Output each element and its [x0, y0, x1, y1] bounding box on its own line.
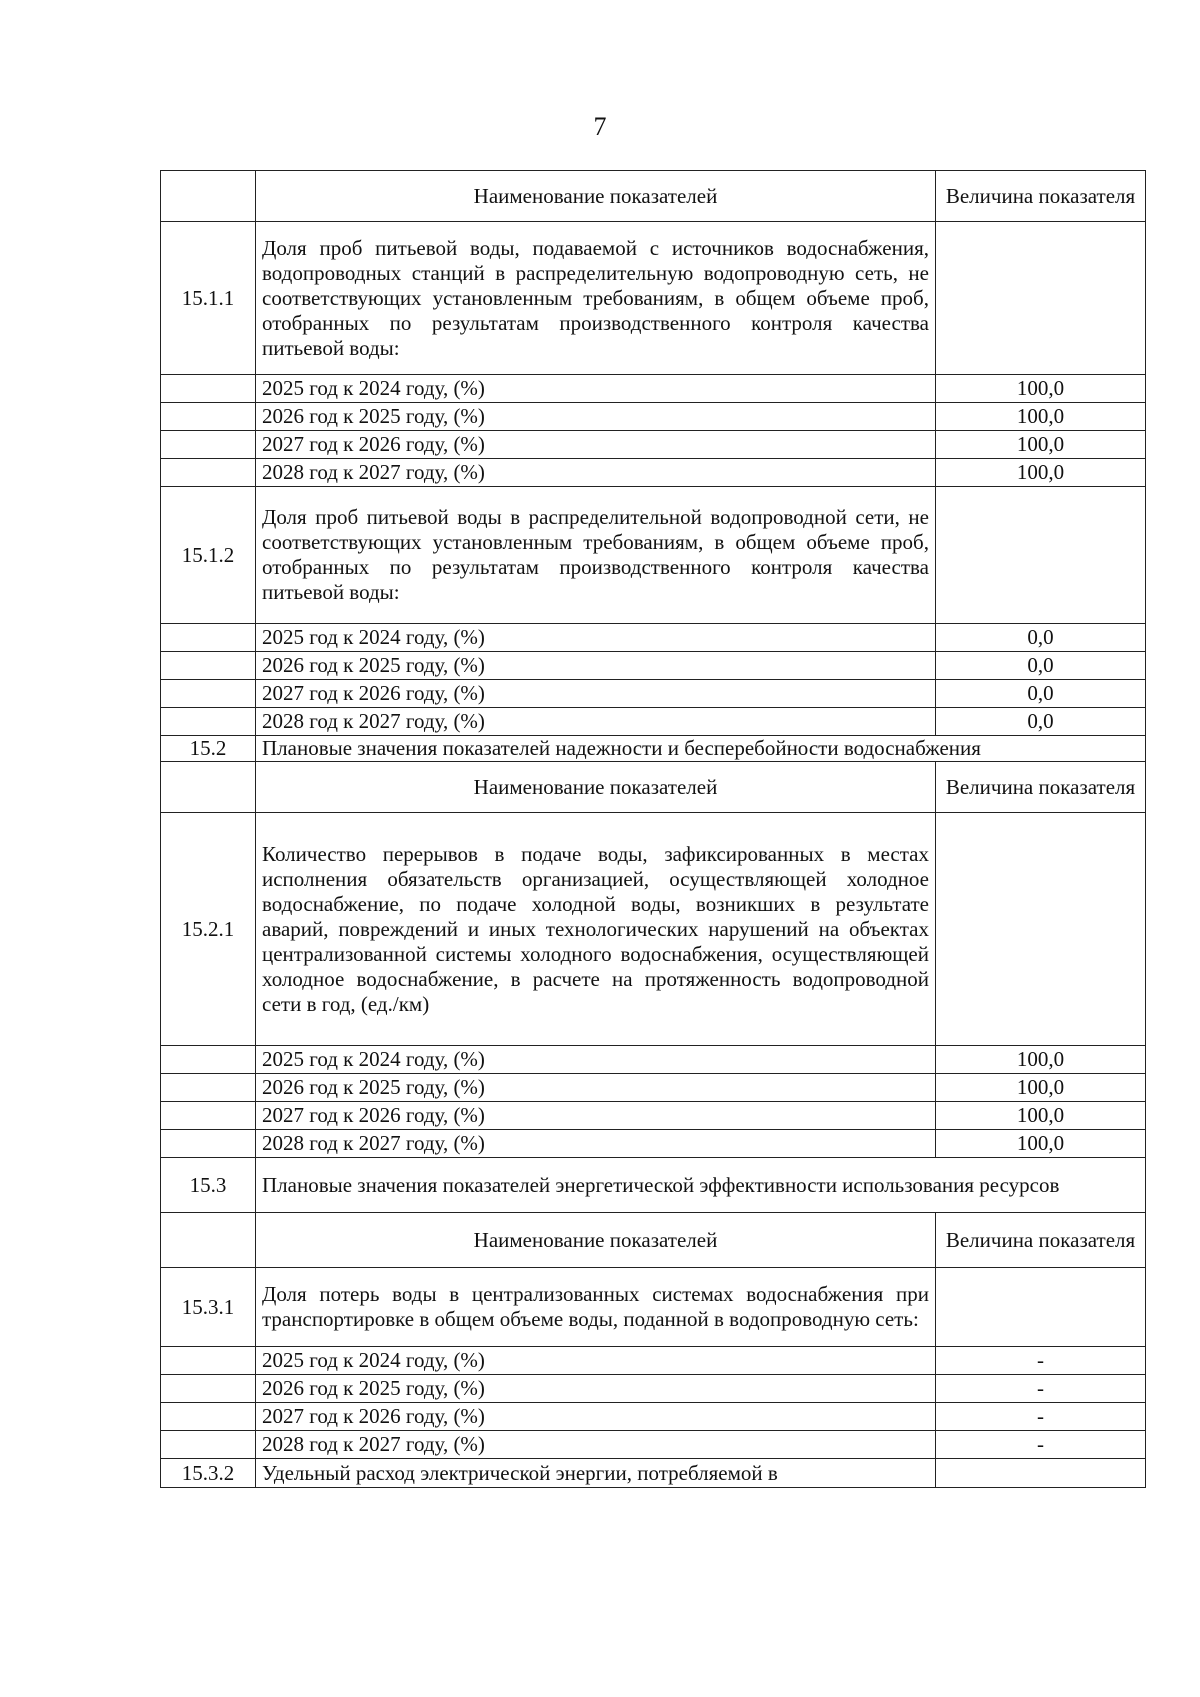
indicator-value: -	[936, 1375, 1146, 1403]
indicator-description: Удельный расход электрической энергии, потребляемой в	[256, 1459, 936, 1488]
indicator-description: Доля проб питьевой воды, подаваемой с источников водоснабжения, водопроводных станций в распределительную водопроводную сеть, не соответствующих установленным требованиям, в общем объеме проб, отобранных по результатам производственного контроля качества питьевой воды:	[256, 222, 936, 375]
table-row	[161, 680, 1146, 708]
year-label: 2026 год к 2025 году, (%)	[256, 1375, 936, 1403]
indicator-description: Количество перерывов в подаче воды, зафиксированных в местах исполнения обязательств организацией, осуществляющей холодное водоснабжение, по подаче холодной воды, возникших в результате аварий, повреждений и иных технологических нарушений на объектах централизованной системы холодного водоснабжения, осуществляющей холодное водоснабжение, в расчете на протяженность водопроводной сети в год, (ед./км)	[256, 813, 936, 1046]
indicator-value: -	[936, 1347, 1146, 1375]
indicator-value: 0,0	[936, 624, 1146, 652]
table-row	[161, 487, 1146, 624]
row-number	[161, 1074, 256, 1102]
row-number	[161, 1046, 256, 1074]
row-number: 15.3.1	[161, 1268, 256, 1347]
table-row	[161, 1268, 1146, 1347]
year-label: 2028 год к 2027 году, (%)	[256, 1431, 936, 1459]
indicator-value	[936, 1268, 1146, 1347]
year-label: 2026 год к 2025 году, (%)	[256, 403, 936, 431]
table-row	[161, 403, 1146, 431]
indicator-value: 100,0	[936, 459, 1146, 487]
year-label: 2025 год к 2024 году, (%)	[256, 1046, 936, 1074]
row-number	[161, 403, 256, 431]
year-label: 2028 год к 2027 году, (%)	[256, 1130, 936, 1158]
indicator-value: 100,0	[936, 1130, 1146, 1158]
table-row	[161, 813, 1146, 1046]
row-number: 15.2.1	[161, 813, 256, 1046]
column-header-value: Величина показателя	[936, 762, 1146, 813]
indicator-value: 100,0	[936, 1102, 1146, 1130]
page-number: 7	[593, 112, 607, 141]
row-number	[161, 1213, 256, 1268]
table-row	[161, 1375, 1146, 1403]
row-number	[161, 624, 256, 652]
indicator-value: 100,0	[936, 431, 1146, 459]
year-label: 2027 год к 2026 году, (%)	[256, 680, 936, 708]
table-row	[161, 459, 1146, 487]
indicator-value	[936, 487, 1146, 624]
table-row	[161, 431, 1146, 459]
table-row	[161, 1347, 1146, 1375]
indicator-value: -	[936, 1403, 1146, 1431]
table-row	[161, 1046, 1146, 1074]
indicator-value: 0,0	[936, 680, 1146, 708]
indicator-description: Доля проб питьевой воды в распределительной водопроводной сети, не соответствующих установленным требованиям, в общем объеме проб, отобранных по результатам производственного контроля качества питьевой воды:	[256, 487, 936, 624]
table-row	[161, 1431, 1146, 1459]
row-number	[161, 680, 256, 708]
section-row	[161, 1158, 1146, 1213]
indicator-value: 100,0	[936, 1046, 1146, 1074]
row-number: 15.3.2	[161, 1459, 256, 1488]
indicator-value: -	[936, 1431, 1146, 1459]
row-number: 15.1.1	[161, 222, 256, 375]
row-number	[161, 1431, 256, 1459]
indicator-value: 0,0	[936, 708, 1146, 736]
table-row	[161, 375, 1146, 403]
table-row	[161, 222, 1146, 375]
table-row	[161, 708, 1146, 736]
indicator-value: 0,0	[936, 652, 1146, 680]
column-header-name: Наименование показателей	[256, 1213, 936, 1268]
table-header-row	[161, 171, 1146, 222]
indicator-value: 100,0	[936, 1074, 1146, 1102]
indicator-value	[936, 813, 1146, 1046]
row-number	[161, 652, 256, 680]
indicator-value	[936, 222, 1146, 375]
row-number	[161, 1130, 256, 1158]
section-title: Плановые значения показателей энергетической эффективности использования ресурсов	[256, 1158, 1146, 1213]
year-label: 2028 год к 2027 году, (%)	[256, 459, 936, 487]
table-row	[161, 1459, 1146, 1488]
section-number: 15.2	[161, 736, 256, 762]
indicator-value: 100,0	[936, 403, 1146, 431]
table-row	[161, 1102, 1146, 1130]
table-header-row	[161, 762, 1146, 813]
table-row	[161, 1074, 1146, 1102]
row-number	[161, 375, 256, 403]
row-number: 15.1.2	[161, 487, 256, 624]
year-label: 2026 год к 2025 году, (%)	[256, 1074, 936, 1102]
year-label: 2028 год к 2027 году, (%)	[256, 708, 936, 736]
row-number	[161, 1102, 256, 1130]
table-row	[161, 1130, 1146, 1158]
column-header-name: Наименование показателей	[256, 762, 936, 813]
row-number	[161, 1403, 256, 1431]
year-label: 2027 год к 2026 году, (%)	[256, 1102, 936, 1130]
year-label: 2027 год к 2026 году, (%)	[256, 431, 936, 459]
table-row	[161, 1403, 1146, 1431]
year-label: 2027 год к 2026 году, (%)	[256, 1403, 936, 1431]
year-label: 2025 год к 2024 году, (%)	[256, 624, 936, 652]
row-number	[161, 1347, 256, 1375]
column-header-value: Величина показателя	[936, 171, 1146, 222]
table-header-row	[161, 1213, 1146, 1268]
row-number	[161, 459, 256, 487]
row-number	[161, 1375, 256, 1403]
year-label: 2026 год к 2025 году, (%)	[256, 652, 936, 680]
table-row	[161, 624, 1146, 652]
column-header-name: Наименование показателей	[256, 171, 936, 222]
year-label: 2025 год к 2024 году, (%)	[256, 1347, 936, 1375]
row-number	[161, 431, 256, 459]
table-row	[161, 652, 1146, 680]
indicator-description: Доля потерь воды в централизованных системах водоснабжения при транспортировке в общем объеме воды, поданной в водопроводную сеть:	[256, 1268, 936, 1347]
section-row	[161, 736, 1146, 762]
year-label: 2025 год к 2024 году, (%)	[256, 375, 936, 403]
row-number	[161, 171, 256, 222]
row-number	[161, 762, 256, 813]
column-header-value: Величина показателя	[936, 1213, 1146, 1268]
indicators-table	[160, 170, 1146, 1488]
indicator-value: 100,0	[936, 375, 1146, 403]
row-number	[161, 708, 256, 736]
indicator-value	[936, 1459, 1146, 1488]
section-number: 15.3	[161, 1158, 256, 1213]
section-title: Плановые значения показателей надежности и бесперебойности водоснабжения	[256, 736, 1146, 762]
